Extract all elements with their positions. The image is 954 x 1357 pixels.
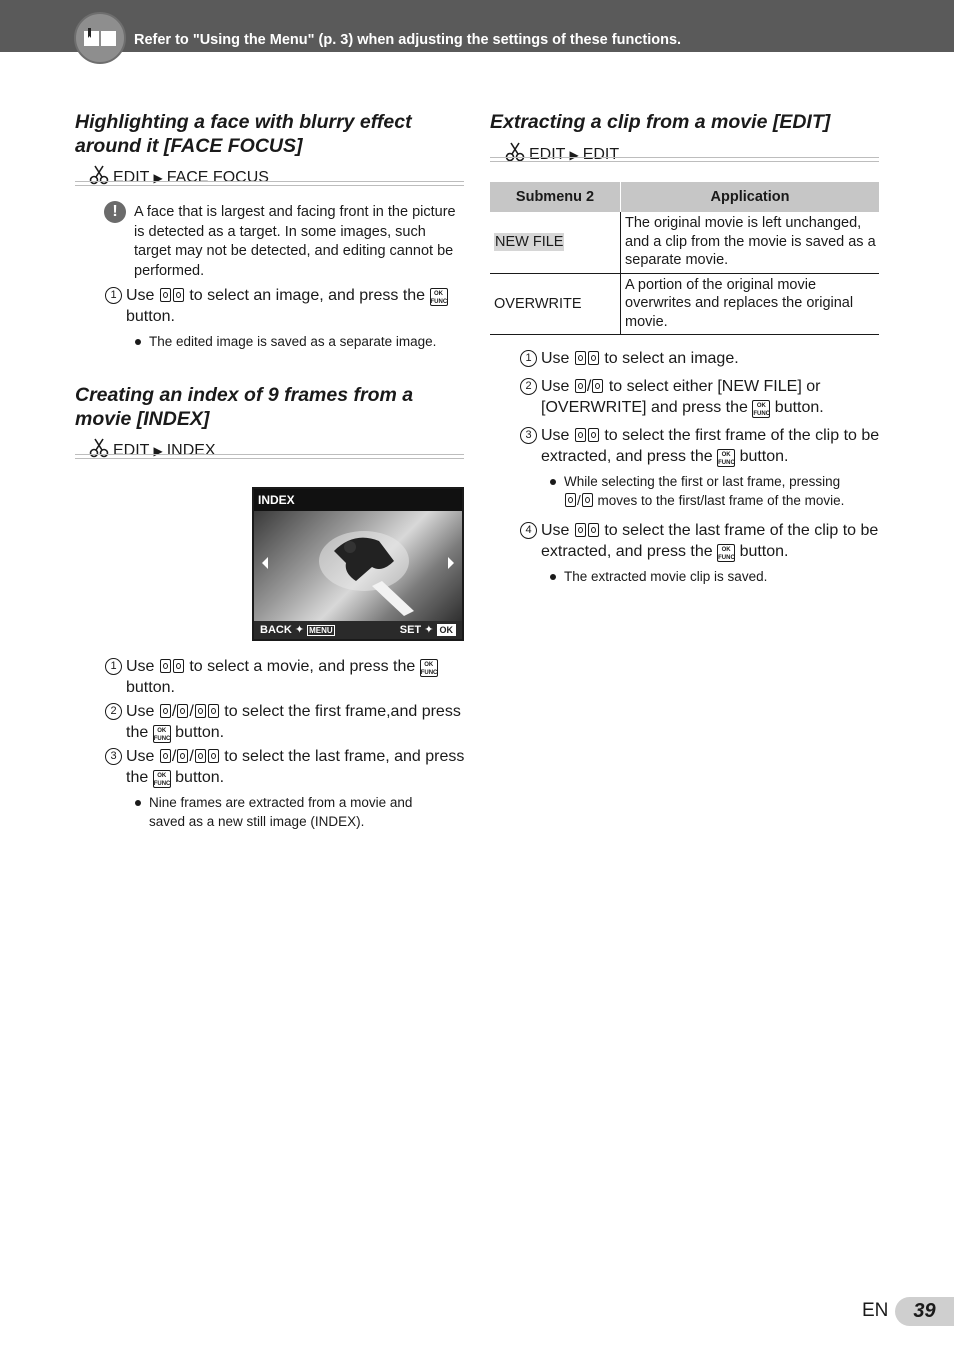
arrow-key-icon (575, 428, 586, 442)
ok-func-button-icon: OK FUNC (717, 544, 735, 562)
arrow-key-icon (160, 288, 171, 302)
table-row (490, 273, 879, 335)
table-cell: NEW FILE (495, 234, 564, 250)
page-number: 39 (895, 1297, 954, 1326)
ok-func-button-icon: OK FUNC (420, 659, 438, 677)
crumb-edit: EDIT (529, 146, 566, 163)
arrow-key-icon (208, 749, 219, 763)
index-step-2: 2 Use / / to select the first frame,and press the OK FUNC button. (105, 702, 465, 743)
scissors-icon (505, 142, 525, 167)
section-rule (75, 181, 464, 186)
bullet: While selecting the first or last frame, pressing / moves to the first/last frame of the movie. (564, 473, 879, 510)
bullet: The edited image is saved as a separate image. (149, 333, 464, 352)
crumb-edit: EDIT (113, 169, 150, 186)
header-bar (0, 0, 954, 52)
crumb-edit-2: EDIT (582, 146, 620, 163)
book-icon (74, 12, 126, 64)
ok-func-button-icon: OK FUNC (430, 288, 448, 306)
arrow-key-icon (195, 749, 206, 763)
face-focus-step-1: 1 Use to select an image, and press the OK FUNC button. (105, 286, 465, 327)
step-number: 3 (105, 748, 122, 765)
edit-clip-step-4: 4 Use to select the last frame of the clip to be extracted, and press the OK FUNC button. (520, 521, 882, 562)
arrow-key-icon (160, 749, 171, 763)
bullet: Nine frames are extracted from a movie and saved as a new still image (INDEX). (149, 794, 449, 831)
arrow-key-icon (160, 659, 171, 673)
step-number: 1 (105, 287, 122, 304)
crumb-face-focus: FACE FOCUS (166, 169, 269, 186)
ok-func-button-icon: OK FUNC (752, 400, 770, 418)
table-row (490, 212, 879, 273)
arrow-key-icon (588, 428, 599, 442)
edit-clip-breadcrumb (505, 142, 619, 167)
arrow-key-icon (160, 704, 171, 718)
ok-func-button-icon: OK FUNC (717, 449, 735, 467)
play-arrow-icon: ▶ (153, 171, 163, 185)
language-label: EN (862, 1300, 889, 1321)
ok-func-button-icon: OK FUNC (153, 770, 171, 788)
screen-title: INDEX (258, 493, 295, 507)
arrow-key-icon (575, 379, 586, 393)
table-cell: The original movie is left unchanged, and a clip from the movie is saved as a separate movie. (621, 212, 880, 273)
ok-func-button-icon: OK FUNC (153, 725, 171, 743)
scissors-icon (89, 165, 109, 190)
arrow-key-icon (173, 659, 184, 673)
index-breadcrumb (89, 438, 216, 463)
arrow-key-icon (177, 749, 188, 763)
caution-icon: ! (104, 201, 126, 223)
section-rule (75, 454, 464, 459)
index-step-3: 3 Use / / to select the last frame, and press the OK FUNC button. (105, 747, 465, 788)
play-arrow-icon: ▶ (153, 444, 163, 458)
caution-text: A face that is largest and facing front in the picture is detected as a target. In some images, such target may not be detected, and editing cannot be performed. (134, 204, 456, 279)
header-note: Refer to "Using the Menu" (p. 3) when adjusting the settings of these functions. (134, 32, 682, 48)
arrow-key-icon (208, 704, 219, 718)
step-number: 1 (520, 350, 537, 367)
step-number: 2 (105, 703, 122, 720)
crumb-edit: EDIT (113, 442, 150, 459)
arrow-key-icon (177, 704, 188, 718)
index-step-1: 1 Use to select a movie, and press the OK FUNC button. (105, 657, 465, 698)
bullet: The extracted movie clip is saved. (564, 568, 879, 587)
arrow-key-icon (582, 493, 593, 507)
table-header: Application (621, 182, 880, 212)
arrow-key-icon (575, 351, 586, 365)
face-focus-title: Highlighting a face with blurry effect around it [FACE FOCUS] (75, 111, 412, 157)
table-cell: A portion of the original movie overwrites and replaces the original movie. (621, 273, 880, 335)
screen-footer: BACK ✦ MENU SET ✦ OK (254, 621, 462, 639)
arrow-key-icon (575, 523, 586, 537)
submenu-table (490, 182, 879, 335)
play-arrow-icon: ▶ (569, 148, 579, 162)
edit-clip-step-1: 1 Use to select an image. (520, 349, 880, 370)
table-header: Submenu 2 (490, 182, 621, 212)
step-number: 1 (105, 658, 122, 675)
arrow-key-icon (588, 351, 599, 365)
table-cell: OVERWRITE (490, 273, 621, 335)
arrow-key-icon (565, 493, 576, 507)
arrow-key-icon (592, 379, 603, 393)
face-focus-breadcrumb (89, 165, 269, 190)
section-rule (490, 157, 879, 162)
edit-clip-title: Extracting a clip from a movie [EDIT] (490, 111, 831, 133)
arrow-key-icon (588, 523, 599, 537)
arrow-key-icon (173, 288, 184, 302)
edit-clip-step-3: 3 Use to select the first frame of the clip to be extracted, and press the OK FUNC button. (520, 426, 882, 467)
camera-screen (252, 487, 464, 641)
step-number: 2 (520, 378, 537, 395)
index-title: Creating an index of 9 frames from a movie [INDEX] (75, 384, 414, 430)
step-number: 4 (520, 522, 537, 539)
surfer-photo (254, 511, 462, 621)
edit-clip-step-2: 2 Use / to select either [NEW FILE] or [OVERWRITE] and press the OK FUNC button. (520, 377, 880, 418)
scissors-icon (89, 438, 109, 463)
crumb-index: INDEX (166, 442, 216, 459)
arrow-key-icon (195, 704, 206, 718)
step-number: 3 (520, 427, 537, 444)
